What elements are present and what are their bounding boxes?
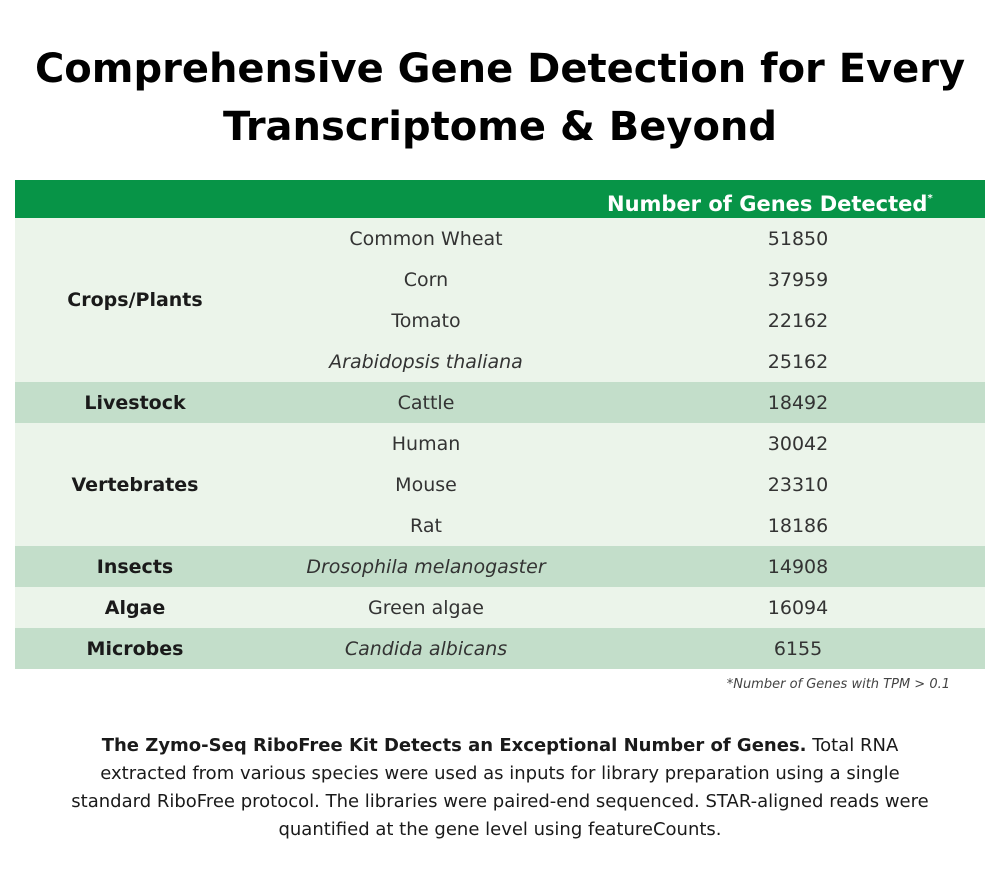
table-row [255, 341, 985, 382]
table-row [255, 587, 985, 628]
species-name: Common Wheat [349, 227, 503, 250]
species-name: Cattle [397, 391, 455, 414]
group-crops-plants [15, 218, 985, 382]
table-row [255, 382, 985, 423]
gene-count: 23310 [767, 473, 829, 496]
gene-count: 18186 [767, 514, 829, 537]
gene-count: 22162 [767, 309, 829, 332]
gene-count: 14908 [767, 555, 829, 578]
species-name: Mouse [395, 473, 457, 496]
caption-body: Total RNA extracted from various species were used as inputs for library preparation using a single standard RiboFree protocol. The libraries were paired-end sequenced. STAR-aligned reads were quantified at the gene level using featureCounts. [71, 735, 929, 840]
species-name: Drosophila melanogaster [306, 555, 546, 578]
group-vertebrates [15, 423, 985, 546]
header-footnote-mark: * [927, 193, 933, 204]
gene-count: 16094 [767, 596, 829, 619]
table-row [255, 259, 985, 300]
species-name: Tomato [391, 309, 461, 332]
table-header [15, 180, 985, 218]
species-name: Human [391, 432, 461, 455]
group-label: Livestock [84, 391, 186, 414]
species-name: Corn [403, 268, 449, 291]
table-row [255, 505, 985, 546]
table-row [255, 546, 985, 587]
table-row [255, 628, 985, 669]
gene-detection-table [15, 180, 985, 669]
figure-caption [70, 732, 930, 844]
group-label: Crops/Plants [67, 289, 203, 311]
table-row [255, 218, 985, 259]
page-title [0, 40, 1000, 156]
group-insects [15, 546, 985, 587]
gene-count: 51850 [767, 227, 829, 250]
species-name: Arabidopsis thaliana [329, 350, 523, 373]
gene-count: 37959 [767, 268, 829, 291]
caption-lead: The Zymo-Seq RiboFree Kit Detects an Exceptional Number of Genes. [101, 735, 807, 756]
group-label: Microbes [86, 637, 184, 660]
title-line-2: Transcriptome & Beyond [222, 104, 778, 150]
title-line-1: Comprehensive Gene Detection for Every [34, 46, 966, 92]
table-row [255, 464, 985, 505]
group-livestock [15, 382, 985, 423]
gene-count: 18492 [767, 391, 829, 414]
species-name: Rat [410, 514, 442, 537]
table-row [255, 300, 985, 341]
species-name: Green algae [368, 596, 484, 619]
species-name: Candida albicans [344, 637, 508, 660]
gene-count: 30042 [767, 432, 829, 455]
gene-count: 6155 [773, 637, 823, 660]
table-row [255, 423, 985, 464]
header-genes-detected: Number of Genes Detected* [607, 192, 933, 216]
group-algae [15, 587, 985, 628]
group-label: Vertebrates [71, 473, 199, 496]
group-microbes [15, 628, 985, 669]
table-footnote: *Number of Genes with TPM > 0.1 [726, 677, 950, 692]
group-label: Algae [104, 596, 166, 619]
group-label: Insects [96, 555, 174, 578]
gene-count: 25162 [767, 350, 829, 373]
